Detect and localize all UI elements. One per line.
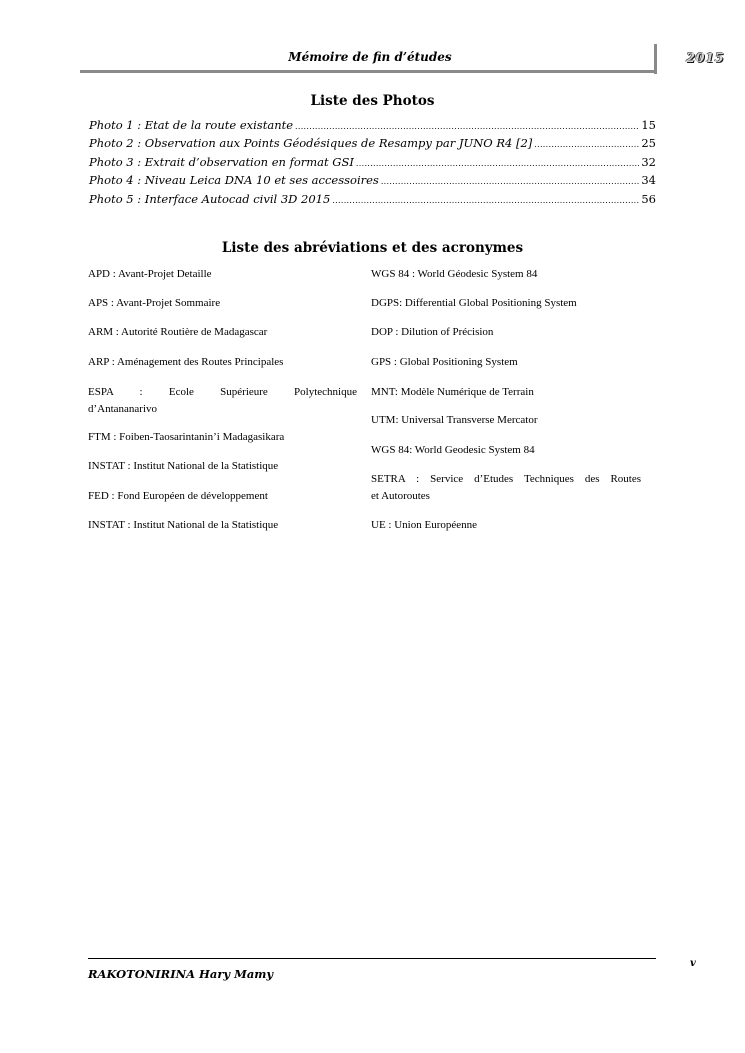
abbreviation-instat: INSTAT : Institut National de la Statistique [88,460,279,472]
abbreviation-utm: UTM: Universal Transverse Mercator [371,414,538,426]
abbreviation-fed: FED : Fond Européen de développement [88,490,268,502]
toc-entry-page: 34 [641,173,656,187]
abbreviations-list-title: Liste des abréviations et des acronymes [221,240,524,256]
toc-entry-page: 15 [641,118,656,132]
abbreviation-instat-2: INSTAT : Institut National de la Statistique [88,519,279,531]
toc-entry-label: Photo 5 : Interface Autocad civil 3D 2015 [89,192,331,206]
abbreviation-dop: DOP : Dilution of Précision [371,326,494,338]
toc-entry-page: 25 [641,136,656,150]
dot-leader [534,140,639,149]
abbreviation-setra: SETRA : Service d’Etudes Techniques des Routes [371,473,641,485]
abbreviation-setra-continued: et Autoroutes [371,490,430,502]
dot-leader [381,177,640,186]
photos-list-title: Liste des Photos [310,93,435,109]
abbreviation-arp: ARP : Aménagement des Routes Principales [88,356,284,368]
toc-entry-photo-1[interactable] [89,118,656,136]
abbreviation-dgps: DGPS: Differential Global Positioning System [371,297,577,309]
dot-leader [295,122,639,131]
abbreviation-ue: UE : Union Européenne [371,519,477,531]
abbreviation-aps: APS : Avant-Projet Sommaire [88,297,221,309]
footer-author: RAKOTONIRINA Hary Mamy [88,967,274,981]
abbreviation-espa: ESPA : Ecole Supérieure Polytechnique [88,386,357,398]
page-number: v [690,958,696,969]
toc-entry-page: 56 [641,192,656,206]
footer-rule [88,958,656,959]
toc-entry-label: Photo 3 : Extrait d’observation en format GSI [89,155,354,169]
toc-entry-photo-3[interactable] [89,155,656,173]
abbreviation-wgs84: WGS 84 : World Géodesic System 84 [371,268,538,280]
toc-entry-label: Photo 4 : Niveau Leica DNA 10 et ses accessoires [89,173,379,187]
toc-entry-label: Photo 1 : Etat de la route existante [89,118,294,132]
abbreviation-apd: APD : Avant-Projet Detaille [88,268,212,280]
running-header-year: 2015 [686,51,725,66]
toc-entry-page: 32 [641,155,656,169]
toc-entry-photo-4[interactable] [89,173,656,191]
abbreviation-arm: ARM : Autorité Routière de Madagascar [88,326,268,338]
dot-leader [332,196,639,205]
running-header-title: Mémoire de fin d’études [288,50,452,64]
header-rule [80,70,656,73]
abbreviation-espa-continued: d’Antananarivo [88,403,158,415]
dot-leader [356,159,639,168]
abbreviation-wgs84-2: WGS 84: World Geodesic System 84 [371,444,535,456]
abbreviation-gps: GPS : Global Positioning System [371,356,518,368]
toc-entry-photo-2[interactable] [89,136,656,154]
abbreviation-ftm: FTM : Foiben-Taosarintanin’i Madagasikara [88,431,285,443]
toc-entry-label: Photo 2 : Observation aux Points Géodésiques de Resampy par JUNO R4 [2] [89,136,533,150]
toc-entry-photo-5[interactable] [89,192,656,210]
abbreviation-mnt: MNT: Modèle Numérique de Terrain [371,386,534,398]
